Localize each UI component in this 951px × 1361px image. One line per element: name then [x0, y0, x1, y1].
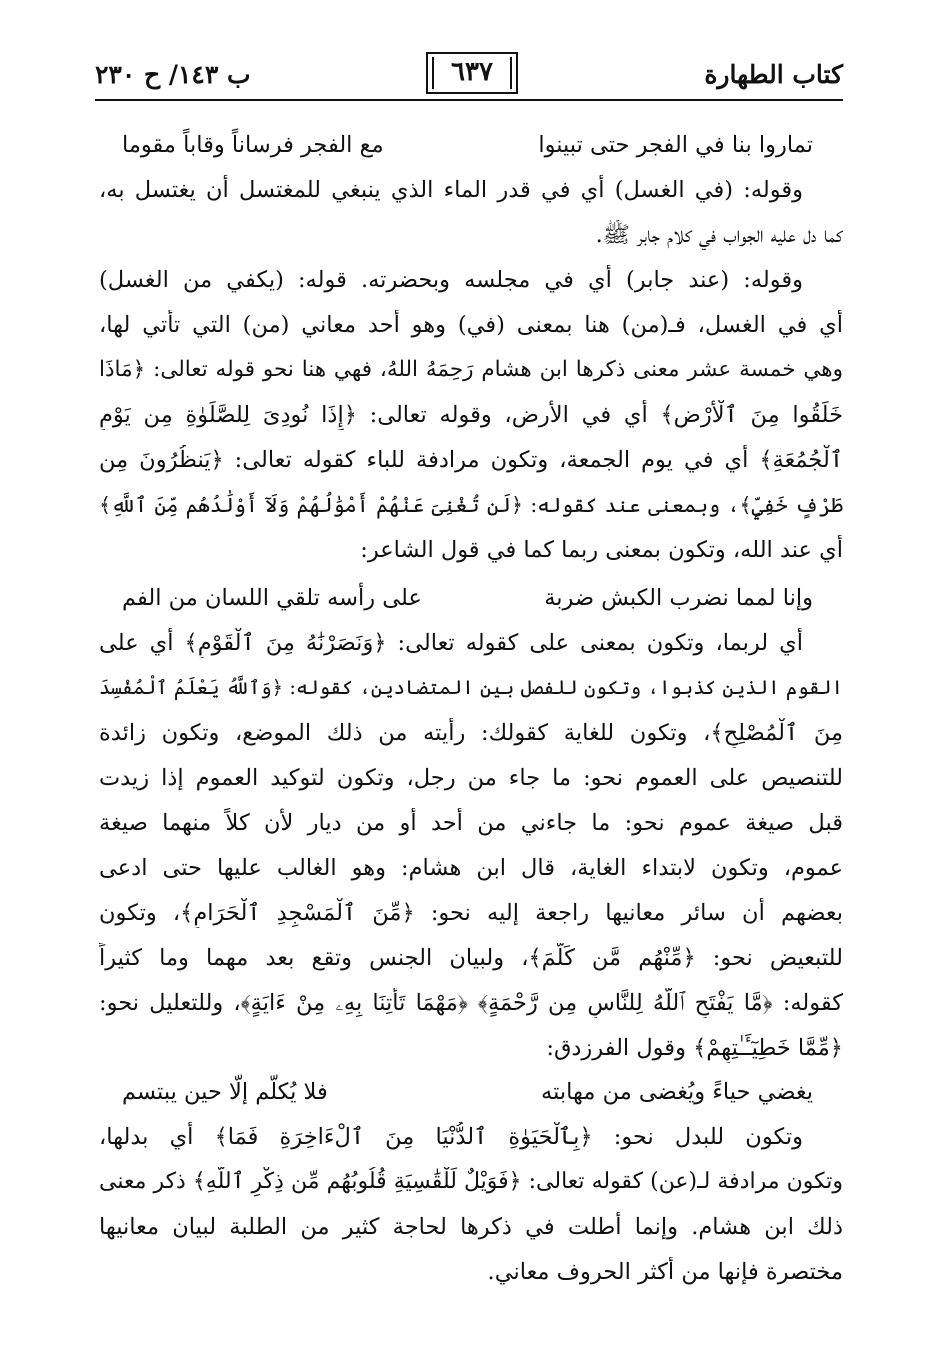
text-line: وتكون للبدل نحو: ﴿بِٱلْحَيَوٰةِ ٱلدُّنْيَا مِنَ ٱلْءَاخِرَةِ فَمَا﴾ أي بدلها،	[99, 1124, 803, 1150]
text-line: مِنَ ٱلْمُصْلِحِ﴾، وتكون للغاية كقولك: رأيته من ذلك الموضع، وتكون زائدة	[99, 720, 843, 746]
hadith-reference: ب ١٤٣/ ح ٢٣٠	[95, 60, 251, 89]
verse-3-first-hemistich: يغضي حياءً ويُغضى من مهابته	[541, 1079, 813, 1105]
text-line: طَرْفٍ خَفِيٍّ﴾، وبمعنى عند كقوله: ﴿لَن تُغْنِىَ عَنْهُمْ أَمْوَٰلُهُمْ وَلَآ أَوْلَٰدُهُم مِّنَ ٱللَّهِ﴾	[99, 493, 843, 517]
text-line: كقوله: ﴿مَّا يَفْتَحِ ٱللَّهُ لِلنَّاسِ مِن رَّحْمَةٍ﴾ ﴿مَهْمَا تَأْتِنَا بِهِۦ مِنْ ءَايَةٍ﴾، وللتعليل نحو:	[99, 990, 843, 1016]
verse-3-second-hemistich: فلا يُكلّم إلّا حين يبتسم	[122, 1079, 328, 1105]
verse-2-first-hemistich: وإنا لمما نضرب الكبش ضربة	[544, 585, 813, 611]
text-line: أي عند الله، وتكون بمعنى ربما كما في قول الشاعر:	[360, 537, 843, 563]
text-line: وقوله: (عند جابر) أي في مجلسه وبحضرته. قوله: (يكفي من الغسل)	[99, 267, 803, 293]
text-line: للتبعيض نحو: ﴿مِّنْهُم مَّن كَلَّمَ﴾، ولبيان الجنس وتقع بعد مهما وما كثيراً	[99, 945, 843, 971]
text-line: قبل صيغة عموم نحو: ما جاءني من أحد أو من ديار لأن كلاً منهما صيغة	[99, 810, 843, 836]
verse-2-second-hemistich: على رأسه تلقي اللسان من الفم	[122, 585, 422, 611]
page-header	[95, 52, 843, 96]
text-line: كما دل عليه الجواب في كلام جابر ﷺ.	[595, 222, 843, 248]
text-line: للتنصيص على العموم نحو: ما جاء من رجل، وتكون لتوكيد العموم إذا زيدت	[99, 765, 843, 791]
text-line: ﴿مِّمَّا خَطِيٓـَٔـٰتِهِمْ﴾ وقول الفرزدق:	[546, 1035, 843, 1061]
verse-1-first-hemistich: تماروا بنا في الفجر حتى تبينوا	[538, 132, 813, 158]
verse-1-second-hemistich: مع الفجر فرساناً وقاباً مقوما	[122, 132, 384, 158]
text-line: وقوله: (في الغسل) أي في قدر الماء الذي ينبغي للمغتسل أن يغتسل به،	[99, 177, 803, 203]
text-line: وهي خمسة عشر معنى ذكرها ابن هشام رَحِمَهُ اللهُ، فهي هنا نحو قوله تعالى: ﴿مَاذَا	[99, 357, 843, 382]
text-line: ٱلْجُمُعَةِ﴾ أي في يوم الجمعة، وتكون مرادفة للباء كقوله تعالى: ﴿يَنظُرُونَ مِن	[99, 447, 843, 473]
page-number-frame	[426, 52, 518, 94]
text-line: أي في الغسل، فـ(من) هنا بمعنى (في) وهو أحد معاني (من) التي تأتي لها،	[99, 312, 843, 338]
text-line: مختصرة فإنها من أكثر الحروف معاني.	[487, 1259, 843, 1285]
book-title: كتاب الطهارة	[704, 60, 843, 89]
page-number: ٦٣٧	[451, 57, 493, 87]
text-line: وتكون مرادفة لـ(عن) كقوله تعالى: ﴿فَوَيْلٌ لِّلْقَٰسِيَةِ قُلُوبُهُم مِّن ذِكْرِ ٱللَّهِ﴾ ذكر معنى	[99, 1169, 843, 1194]
text-line: أي لربما، وتكون بمعنى على كقوله تعالى: ﴿وَنَصَرْنَٰهُ مِنَ ٱلْقَوْمِ﴾ أي على	[99, 630, 803, 656]
text-line: خَلَقُوا مِنَ ٱلْأَرْضِ﴾ أي في الأرض، وقوله تعالى: ﴿إِذَا نُودِىَ لِلصَّلَوٰةِ مِن يَوْمِ	[99, 402, 843, 428]
text-line: بعضهم أن سائر معانيها راجعة إليه نحو: ﴿مِّنَ ٱلْمَسْجِدِ ٱلْحَرَامِ﴾، وتكون	[99, 900, 843, 926]
text-line: القوم الذين كذبوا، وتكون للفصل بين المتضادين، كقوله: ﴿وَٱللَّهُ يَعْلَمُ ٱلْمُفْسِدَ	[99, 676, 843, 699]
text-line: عموم، وتكون لابتداء الغاية، قال ابن هشام: وهو الغالب عليها حتى ادعى	[99, 855, 843, 881]
header-rule	[95, 99, 843, 101]
text-line: ذلك ابن هشام. وإنما أطلت في ذكرها لحاجة كثير من الطلبة لبيان معانيها	[99, 1214, 843, 1240]
